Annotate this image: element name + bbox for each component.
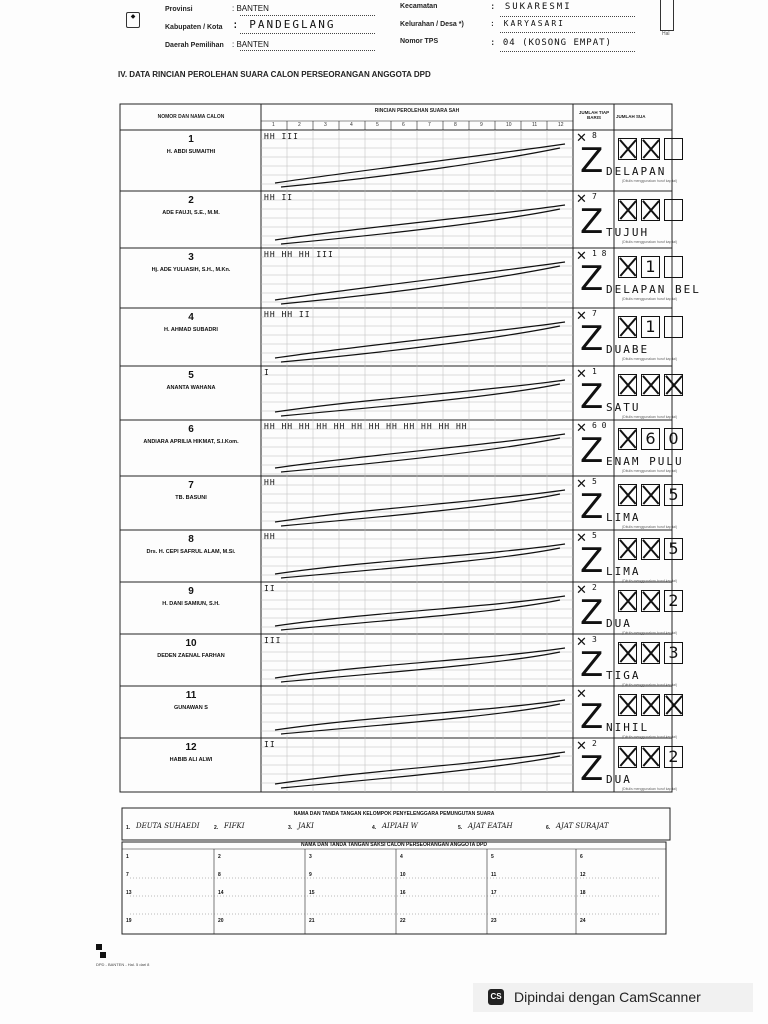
provinsi-label: Provinsi [165,6,193,13]
candidate-name: Hj. ADE YULIASIH, S.H., M.Kn. [151,267,231,273]
per-row-total: 6 0 [592,421,607,430]
saksi-number: 4 [400,854,403,860]
digit-box [664,256,683,278]
kpps-number: 2. [214,825,219,831]
header-candidate: NOMOR DAN NAMA CALON [157,114,225,120]
per-row-total: 2 [592,583,597,592]
tally-column-number: 8 [454,122,457,128]
tally-column-number: 9 [480,122,483,128]
tally-marks: HH HH HH III [264,250,334,259]
kpps-signature: AJAT EATAH [468,822,513,830]
saksi-number: 16 [400,890,406,896]
crossed-digit-box [618,199,637,221]
saksi-number: 1 [126,854,129,860]
header-per-row: JUMLAH TIAP BARIS [578,110,610,120]
total-in-words: DELAPAN [606,165,667,178]
header-tally: RINCIAN PEROLEHAN SUARA SAH [374,108,460,114]
per-row-total: 1 8 [592,249,607,258]
kpps-signature: JAKI [298,822,314,830]
kpps-number: 1. [126,825,131,831]
words-caption: (Ditulis menggunakan huruf kapital) [622,787,678,791]
candidate-name: ANANTA WAHANA [166,385,216,391]
candidate-number: 2 [188,195,194,206]
per-row-total: 7 [592,309,597,318]
candidate-number: 6 [188,424,194,435]
per-row-cross-icon: ✕ [576,367,587,382]
per-row-total: 5 [592,477,597,486]
total-in-words: TIGA [606,669,641,682]
words-caption: (Ditulis menggunakan huruf kapital) [622,240,678,244]
per-row-cross-icon: ✕ [576,687,587,702]
per-row-z-strike: Z [580,377,604,417]
candidate-name: H. DANI SAMIUN, S.H. [162,601,220,607]
tally-column-number: 10 [506,122,512,128]
saksi-number: 13 [126,890,132,896]
crossed-digit-box [618,642,637,664]
total-in-words: NIHIL [606,721,650,734]
saksi-number: 22 [400,918,406,924]
candidate-number: 7 [188,480,194,491]
saksi-number: 7 [126,872,129,878]
saksi-number: 15 [309,890,315,896]
per-row-z-strike: Z [580,749,604,789]
per-row-total: 7 [592,192,597,201]
candidate-number: 11 [185,690,197,701]
tally-column-number: 6 [402,122,405,128]
words-caption: (Ditulis menggunakan huruf kapital) [622,525,678,529]
candidate-name: GUNAWAN S [174,705,208,711]
words-caption: (Ditulis menggunakan huruf kapital) [622,735,678,739]
tally-marks: HH HH II [264,310,311,319]
per-row-z-strike: Z [580,141,604,181]
words-caption: (Ditulis menggunakan huruf kapital) [622,579,678,583]
crossed-digit-box [641,138,660,160]
saksi-number: 10 [400,872,406,878]
per-row-cross-icon: ✕ [576,635,587,650]
crossed-digit-box [618,256,637,278]
digit-box: 5 [664,538,683,560]
candidate-name: H. AHMAD SUBADRI [164,327,218,333]
candidate-name: H. ABDI SUMAITHI [166,149,216,155]
tally-column-number: 3 [324,122,327,128]
crossed-digit-box [641,199,660,221]
tally-column-number: 4 [350,122,353,128]
words-caption: (Ditulis menggunakan huruf kapital) [622,179,678,183]
saksi-number: 17 [491,890,497,896]
per-row-z-strike: Z [580,593,604,633]
saksi-number: 11 [491,872,497,878]
tps-label: Nomor TPS [400,38,439,45]
tally-marks: HH HH HH HH HH HH HH HH HH HH HH HH [264,422,468,431]
crossed-digit-box [664,694,683,716]
page-number-fragment: Hal [662,31,670,37]
digit-box [664,138,683,160]
per-row-z-strike: Z [580,697,604,737]
tally-marks: II [264,740,276,749]
section-title: IV. DATA RINCIAN PEROLEHAN SUARA CALON PERSEORANGAN ANGGOTA DPD [118,70,431,79]
digit-box: 0 [664,428,683,450]
crossed-digit-box [618,374,637,396]
candidate-number: 1 [188,134,194,145]
candidate-number: 8 [188,534,194,545]
kpps-number: 5. [458,825,463,831]
per-row-cross-icon: ✕ [576,739,587,754]
per-row-z-strike: Z [580,541,604,581]
per-row-total: 2 [592,739,597,748]
total-in-words: LIMA [606,565,641,578]
crossed-digit-box [664,374,683,396]
crossed-digit-box [641,374,660,396]
tally-column-number: 2 [298,122,301,128]
per-row-cross-icon: ✕ [576,249,587,264]
kpps-signature: FIFKI [224,822,245,830]
per-row-z-strike: Z [580,431,604,471]
kpps-signature: AJAT SURAJAT [556,822,609,830]
words-caption: (Ditulis menggunakan huruf kapital) [622,683,678,687]
per-row-total: 8 [592,131,597,140]
crossed-digit-box [641,590,660,612]
saksi-number: 24 [580,918,586,924]
candidate-number: 12 [185,742,197,753]
words-caption: (Ditulis menggunakan huruf kapital) [622,297,678,301]
total-in-words: LIMA [606,511,641,524]
candidate-number: 9 [188,586,194,597]
digit-box [664,316,683,338]
kecamatan-label: Kecamatan [400,3,438,10]
candidate-number: 5 [188,370,194,381]
digit-box: 6 [641,428,660,450]
tally-marks: I [264,368,270,377]
tally-marks: II [264,584,276,593]
saksi-number: 9 [309,872,312,878]
saksi-number: 19 [126,918,132,924]
tally-marks: HH III [264,132,299,141]
tps-value: : 04 (KOSONG EMPAT) [490,38,612,48]
crossed-digit-box [641,484,660,506]
candidate-name: DEDEN ZAENAL FARHAN [157,653,225,659]
saksi-number: 20 [218,918,224,924]
tally-marks: HH II [264,193,294,202]
per-row-z-strike: Z [580,487,604,527]
saksi-number: 12 [580,872,586,878]
total-in-words: DUA [606,773,632,786]
per-row-cross-icon: ✕ [576,131,587,146]
dapil-value: : BANTEN [232,40,269,49]
tally-column-number: 5 [376,122,379,128]
per-row-total: 5 [592,531,597,540]
tally-column-number: 12 [558,122,564,128]
total-in-words: DUA [606,617,632,630]
saksi-number: 8 [218,872,221,878]
total-in-words: SATU [606,401,641,414]
digit-box: 5 [664,484,683,506]
crossed-digit-box [641,538,660,560]
digit-box: 3 [664,642,683,664]
tally-marks: III [264,636,282,645]
digit-box: 1 [641,316,660,338]
kelurahan-value: : KARYASARI [490,19,565,28]
crossed-digit-box [641,642,660,664]
words-caption: (Ditulis menggunakan huruf kapital) [622,357,678,361]
tally-marks: HH [264,478,276,487]
form-footer-code: DPD - BANTEN - Hal. 5 dari 8 [96,962,150,967]
saksi-number: 5 [491,854,494,860]
candidate-name: HABIB ALI ALWI [169,757,213,763]
crossed-digit-box [618,538,637,560]
crossed-digit-box [618,484,637,506]
digit-box [664,199,683,221]
kabupaten-value: : PANDEGLANG [232,18,336,31]
per-row-total: 3 [592,635,597,644]
total-in-words: ENAM PULU [606,455,684,468]
digit-box: 1 [641,256,660,278]
crossed-digit-box [618,590,637,612]
total-in-words: DELAPAN BEL [606,283,701,296]
per-row-z-strike: Z [580,259,604,299]
total-in-words: DUABE [606,343,650,356]
candidate-number: 3 [188,252,194,263]
candidate-name: Drs. H. CEPI SAFRUL ALAM, M.Si. [146,549,236,555]
per-row-cross-icon: ✕ [576,192,587,207]
candidate-name: ANDIARA APRILIA HIKMAT, S.I.Kom. [143,439,239,445]
saksi-number: 14 [218,890,224,896]
provinsi-value: : BANTEN [232,4,269,13]
kabupaten-label: Kabupaten / Kota [165,24,223,31]
saksi-title: NAMA DAN TANDA TANGAN SAKSI CALON PERSEORANGAN ANGGOTA DPD [301,842,487,848]
saksi-number: 21 [309,918,315,924]
per-row-cross-icon: ✕ [576,477,587,492]
words-caption: (Ditulis menggunakan huruf kapital) [622,415,678,419]
crossed-digit-box [618,428,637,450]
digit-box: 2 [664,746,683,768]
crossed-digit-box [618,694,637,716]
kecamatan-value: : SUKARESMI [490,2,572,12]
per-row-z-strike: Z [580,319,604,359]
kpps-title: NAMA DAN TANDA TANGAN KELOMPOK PENYELENGGARA PEMUNGUTAN SUARA [293,811,495,817]
crossed-digit-box [641,746,660,768]
tally-column-number: 1 [272,122,275,128]
candidate-name: TB. BASUNI [175,495,207,501]
candidate-name: ADE FAUJI, S.E., M.M. [162,210,220,216]
kpu-logo-icon: ◆ [126,12,140,28]
kpps-number: 6. [546,825,551,831]
crossed-digit-box [618,316,637,338]
dapil-label: Daerah Pemilihan [165,42,224,49]
per-row-cross-icon: ✕ [576,421,587,436]
kpps-number: 4. [372,825,377,831]
tally-marks: HH [264,532,276,541]
camscanner-logo-icon: CS [488,989,504,1005]
per-row-cross-icon: ✕ [576,531,587,546]
candidate-number: 4 [188,312,194,323]
crossed-digit-box [641,694,660,716]
saksi-number: 3 [309,854,312,860]
per-row-z-strike: Z [580,202,604,242]
tally-column-number: 7 [428,122,431,128]
per-row-cross-icon: ✕ [576,583,587,598]
kpps-number: 3. [288,825,293,831]
kpps-signature: AIPIAH W [382,822,418,830]
camscanner-text: Dipindai dengan CamScanner [514,989,701,1005]
words-caption: (Ditulis menggunakan huruf kapital) [622,631,678,635]
saksi-number: 2 [218,854,221,860]
saksi-number: 6 [580,854,583,860]
crossed-digit-box [618,746,637,768]
candidate-number: 10 [185,638,197,649]
tally-column-number: 11 [532,122,538,128]
kelurahan-label: Kelurahan / Desa *) [400,21,464,28]
kpps-signature: DEUTA SUHAEDI [136,822,200,830]
per-row-z-strike: Z [580,645,604,685]
saksi-number: 18 [580,890,586,896]
total-in-words: TUJUH [606,226,650,239]
saksi-number: 23 [491,918,497,924]
words-caption: (Ditulis menggunakan huruf kapital) [622,469,678,473]
crossed-digit-box [618,138,637,160]
header-total: JUMLAH SUA [616,114,646,119]
digit-box: 2 [664,590,683,612]
per-row-cross-icon: ✕ [576,309,587,324]
per-row-total: 1 [592,367,597,376]
